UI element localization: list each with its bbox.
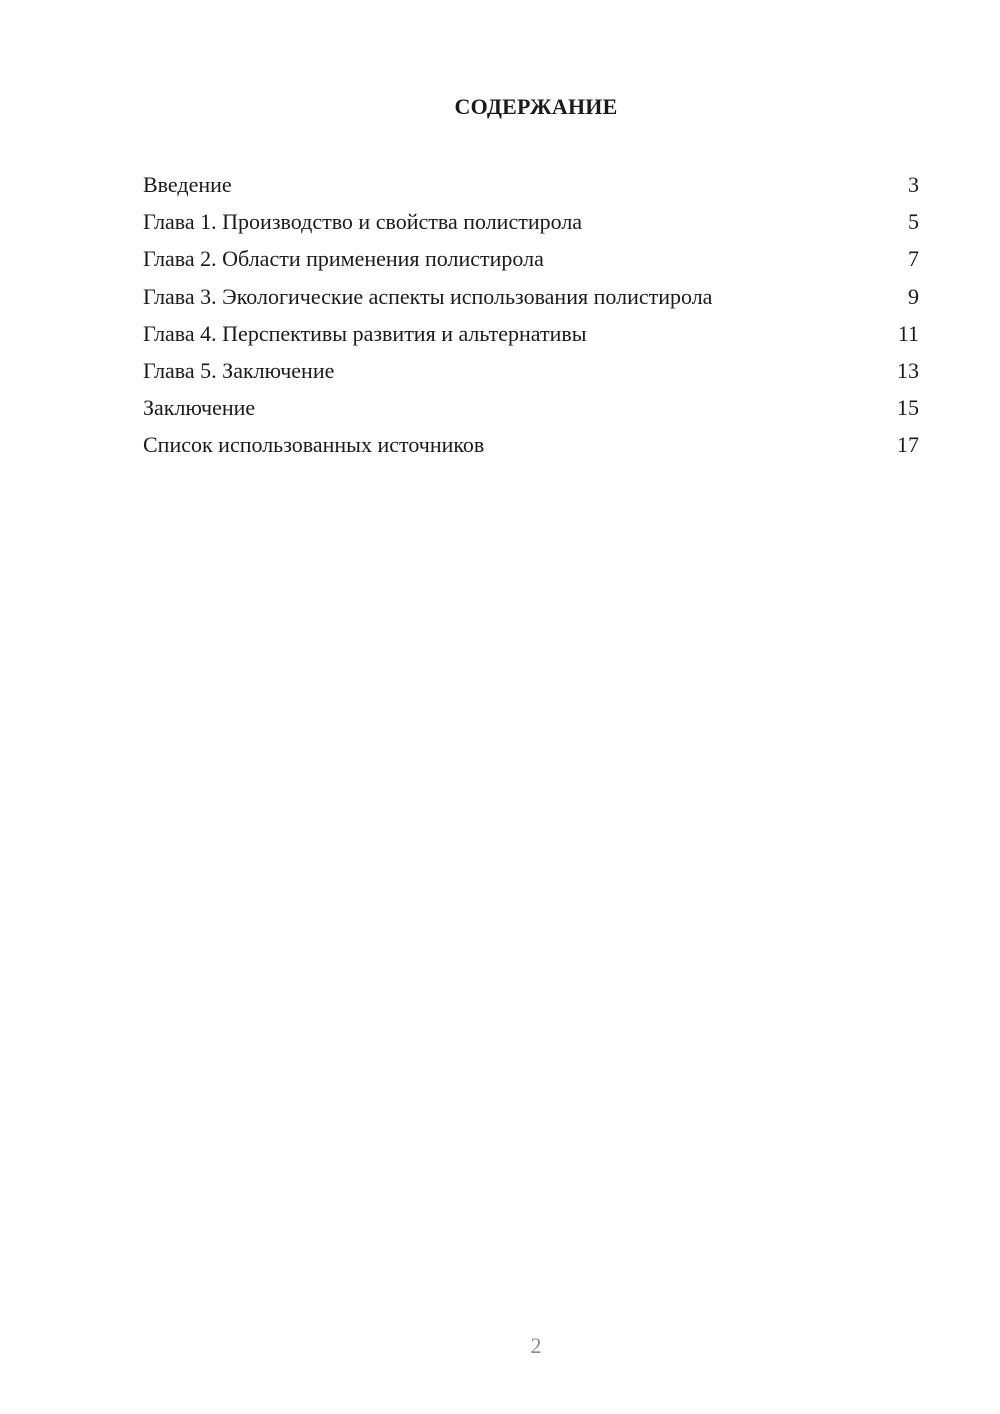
page-number: 2 <box>530 1333 542 1358</box>
toc-entry-label: Глава 5. Заключение <box>143 357 335 383</box>
toc-entry-chapter-3[interactable] <box>143 280 919 317</box>
toc-entry-label: Список использованных источников <box>143 432 485 458</box>
toc-entry-page: 9 <box>908 283 919 309</box>
toc-entry-chapter-1[interactable] <box>143 205 919 242</box>
toc-entry-page: 13 <box>897 357 919 383</box>
toc-heading-text: СОДЕРЖАНИЕ <box>454 94 618 119</box>
toc-entry-page: 5 <box>908 209 919 235</box>
toc-entry-page: 7 <box>908 246 919 272</box>
toc-heading <box>0 94 1000 120</box>
toc-list <box>143 168 919 466</box>
toc-entry-chapter-4[interactable] <box>143 317 919 354</box>
toc-entry-label: Глава 3. Экологические аспекты использования полистирола <box>143 283 713 309</box>
toc-entry-label: Введение <box>143 172 232 197</box>
toc-entry-page: 15 <box>897 395 919 421</box>
toc-entry-label: Глава 2. Области применения полистирола <box>143 246 544 272</box>
toc-entry-introduction[interactable] <box>143 168 919 205</box>
toc-entry-label: Глава 1. Производство и свойства полистирола <box>143 209 583 235</box>
toc-entry-references[interactable] <box>143 428 919 465</box>
toc-entry-label: Глава 4. Перспективы развития и альтернативы <box>143 320 587 346</box>
toc-entry-conclusion[interactable] <box>143 391 919 428</box>
toc-entry-page: 3 <box>908 172 919 197</box>
toc-entry-label: Заключение <box>143 395 256 421</box>
toc-entry-page: 11 <box>897 320 919 346</box>
toc-entry-chapter-5[interactable] <box>143 354 919 391</box>
toc-entry-chapter-2[interactable] <box>143 242 919 279</box>
toc-entry-page: 17 <box>897 432 919 458</box>
